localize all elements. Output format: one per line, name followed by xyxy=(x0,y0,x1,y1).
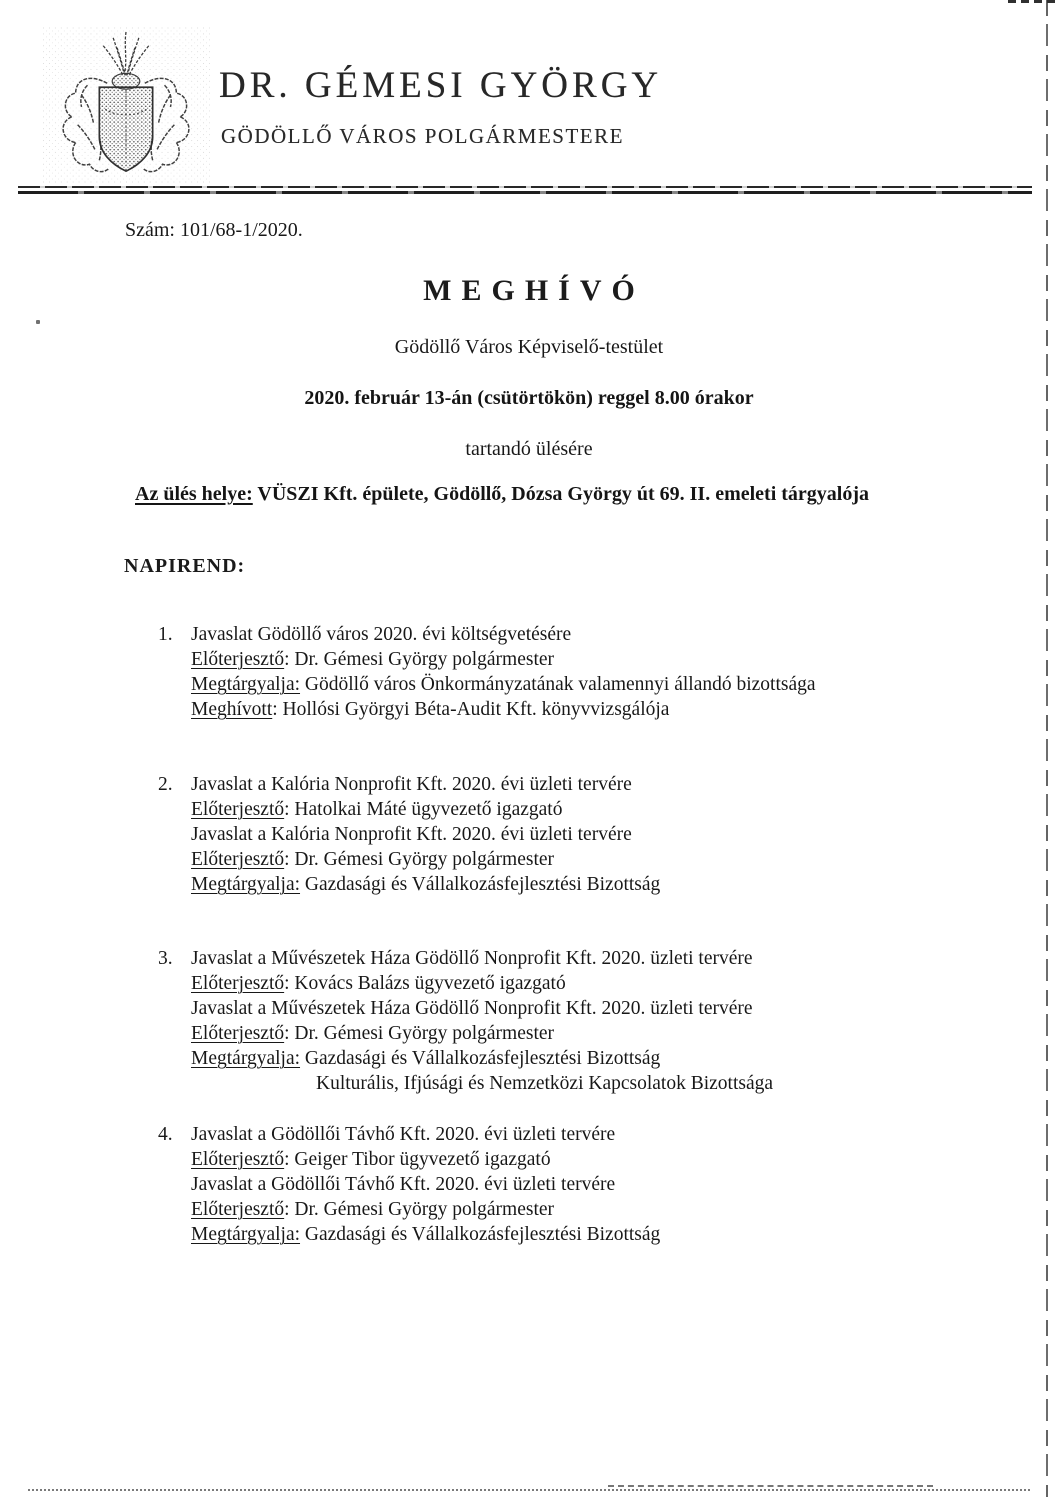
agenda-heading: NAPIREND: xyxy=(124,555,246,577)
agenda-line-text: : Dr. Gémesi György polgármester xyxy=(284,649,555,670)
location-line xyxy=(135,483,869,506)
agenda-line xyxy=(191,1172,660,1197)
agenda-line-text: : Dr. Gémesi György polgármester xyxy=(284,1023,555,1044)
agenda-item-1 xyxy=(158,622,816,722)
agenda-line-text: Javaslat Gödöllő város 2020. évi költségvetésére xyxy=(191,624,572,645)
agenda-line-text: Javaslat a Művészetek Háza Gödöllő Nonprofit Kft. 2020. üzleti tervére xyxy=(191,948,753,969)
agenda-line xyxy=(191,697,816,722)
location-label: Az ülés helye: xyxy=(135,483,253,505)
agenda-line-text: Gazdasági és Vállalkozásfejlesztési Bizottság xyxy=(300,1224,661,1245)
agenda-item-4 xyxy=(158,1122,660,1247)
agenda-line-text: Javaslat a Művészetek Háza Gödöllő Nonprofit Kft. 2020. üzleti tervére xyxy=(191,998,753,1019)
agenda-line-label: Előterjesztő xyxy=(191,799,285,820)
date-line: 2020. február 13-án (csütörtökön) reggel 8.00 órakor xyxy=(304,387,754,409)
agenda-item-3 xyxy=(158,946,773,1096)
agenda-line-text: : Hatolkai Máté ügyvezető igazgató xyxy=(284,799,563,820)
coat-of-arms-icon xyxy=(42,26,210,184)
agenda-line-text: Javaslat a Gödöllői Távhő Kft. 2020. évi üzleti tervére xyxy=(191,1124,616,1145)
agenda-number: 2. xyxy=(158,774,173,795)
agenda-line xyxy=(191,622,816,647)
agenda-line-label: Előterjesztő xyxy=(191,1149,285,1170)
header-divider-top xyxy=(18,186,1032,188)
agenda-line xyxy=(191,847,660,872)
agenda-line xyxy=(191,1021,773,1046)
agenda-line xyxy=(191,1147,660,1172)
agenda-line-label: Megtárgyalja: xyxy=(191,674,301,695)
agenda-number: 4. xyxy=(158,1124,173,1145)
agenda-line-text: : Kovács Balázs ügyvezető igazgató xyxy=(284,973,566,994)
header-divider-bottom xyxy=(18,191,1032,194)
agenda-line xyxy=(191,1197,660,1222)
agenda-lines xyxy=(191,772,660,897)
agenda-line-label: Megtárgyalja: xyxy=(191,1048,301,1069)
agenda-lines xyxy=(191,1122,660,1247)
agenda-line-text: : Geiger Tibor ügyvezető igazgató xyxy=(284,1149,551,1170)
agenda-line xyxy=(191,872,660,897)
header-subtitle: GÖDÖLLŐ VÁROS POLGÁRMESTERE xyxy=(221,124,624,148)
agenda-number: 1. xyxy=(158,624,173,645)
agenda-line xyxy=(191,971,773,996)
agenda-line-text: : Dr. Gémesi György polgármester xyxy=(284,1199,555,1220)
agenda-line-label: Megtárgyalja: xyxy=(191,874,301,895)
agenda-line-label: Előterjesztő xyxy=(191,649,285,670)
scan-artifact-bottom-segment xyxy=(608,1485,933,1487)
agenda-line xyxy=(191,647,816,672)
agenda-line-text: Javaslat a Kalória Nonprofit Kft. 2020. évi üzleti tervére xyxy=(191,774,632,795)
agenda-line-text: Javaslat a Gödöllői Távhő Kft. 2020. évi üzleti tervére xyxy=(191,1174,616,1195)
agenda-line-label: Megtárgyalja: xyxy=(191,1224,301,1245)
agenda-line-label: Előterjesztő xyxy=(191,849,285,870)
agenda-line-continuation xyxy=(191,1071,773,1096)
agenda-line-label: Előterjesztő xyxy=(191,1023,285,1044)
agenda-line-text: Gazdasági és Vállalkozásfejlesztési Bizottság xyxy=(300,1048,661,1069)
agenda-line-label: Előterjesztő xyxy=(191,1199,285,1220)
agenda-lines xyxy=(191,622,816,722)
council-line: Gödöllő Város Képviselő-testület xyxy=(394,336,664,358)
agenda-line-text: Gazdasági és Vállalkozásfejlesztési Bizottság xyxy=(300,874,661,895)
invite-title: MEGHÍVÓ xyxy=(423,274,645,307)
scan-artifact-bottom-dots xyxy=(28,1489,1030,1491)
agenda-line-label: Előterjesztő xyxy=(191,973,285,994)
agenda-line xyxy=(191,1046,773,1071)
location-value: VÜSZI Kft. épülete, Gödöllő, Dózsa György út 69. II. emeleti tárgyalója xyxy=(252,483,870,505)
agenda-line xyxy=(191,822,660,847)
scan-artifact-top-right xyxy=(1008,0,1058,3)
agenda-line-text: Kulturális, Ifjúsági és Nemzetközi Kapcsolatok Bizottsága xyxy=(316,1073,774,1094)
agenda-line-text: Javaslat a Kalória Nonprofit Kft. 2020. évi üzleti tervére xyxy=(191,824,632,845)
agenda-item-2 xyxy=(158,772,660,897)
scan-artifact-speck xyxy=(36,320,40,324)
agenda-line xyxy=(191,996,773,1021)
agenda-line xyxy=(191,1222,660,1247)
agenda-line-text: : Hollósi Györgyi Béta-Audit Kft. könyvvizsgálója xyxy=(272,699,670,720)
agenda-lines xyxy=(191,946,773,1096)
scan-artifact-right-edge xyxy=(1046,0,1048,1497)
agenda-line-text: Gödöllő város Önkormányzatának valamennyi állandó bizottsága xyxy=(300,674,816,695)
session-line: tartandó ülésére xyxy=(465,438,593,460)
agenda-line xyxy=(191,946,773,971)
agenda-number: 3. xyxy=(158,948,173,969)
agenda-line-text: : Dr. Gémesi György polgármester xyxy=(284,849,555,870)
header-name: DR. GÉMESI GYÖRGY xyxy=(219,65,663,106)
doc-number: Szám: 101/68-1/2020. xyxy=(125,219,303,241)
agenda-line xyxy=(191,1122,660,1147)
agenda-line xyxy=(191,797,660,822)
agenda-line-label: Meghívott xyxy=(191,699,273,720)
agenda-line xyxy=(191,672,816,697)
agenda-line xyxy=(191,772,660,797)
